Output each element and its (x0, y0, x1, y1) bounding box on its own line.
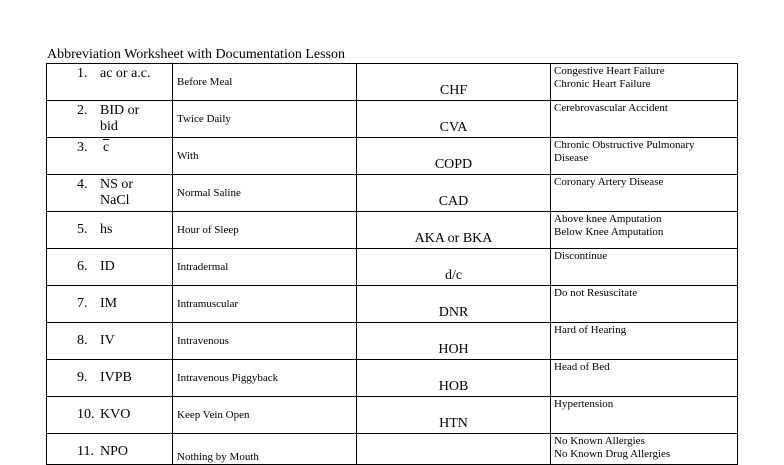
definition-text: Above knee Amputation Below Knee Amputation (554, 213, 664, 238)
table-row (47, 323, 738, 360)
second-abbreviation-cell (357, 175, 551, 212)
meaning-text: With (177, 149, 199, 162)
meaning-text: Intramuscular (177, 297, 239, 310)
abbreviation-text: KVO (100, 407, 131, 422)
meaning-cell (173, 138, 357, 175)
table-row (47, 64, 738, 101)
second-abbreviation-text: CVA (439, 120, 468, 135)
row-number: 5. (77, 222, 88, 237)
abbreviation-cell (47, 101, 173, 138)
second-abbreviation-text: CAD (438, 194, 469, 209)
meaning-cell (173, 323, 357, 360)
second-abbreviation-text: HOB (438, 379, 469, 394)
abbreviation-cell (47, 286, 173, 323)
row-number: 4. (77, 177, 88, 192)
definition-cell (551, 286, 738, 323)
second-abbreviation-text: HOH (438, 342, 469, 357)
meaning-text: Normal Saline (177, 186, 241, 199)
definition-cell (551, 138, 738, 175)
table-row (47, 138, 738, 175)
definition-text: Discontinue (554, 250, 608, 262)
meaning-text: Hour of Sleep (177, 223, 239, 236)
second-abbreviation-text: DNR (438, 305, 469, 320)
abbreviation-cell (47, 249, 173, 286)
row-number: 1. (77, 66, 88, 81)
definition-text: Do not Resuscitate (554, 287, 638, 299)
definition-text: Hypertension (554, 398, 614, 410)
second-abbreviation-cell (357, 360, 551, 397)
row-number: 10. (77, 407, 95, 422)
abbreviation-cell (47, 64, 173, 101)
table-row (47, 249, 738, 286)
definition-cell (551, 64, 738, 101)
definition-text: Congestive Heart Failure Chronic Heart Failure (554, 65, 665, 90)
second-abbreviation-text: COPD (434, 157, 473, 172)
meaning-cell (173, 175, 357, 212)
second-abbreviation-cell (357, 249, 551, 286)
meaning-cell (173, 101, 357, 138)
abbreviation-cell (47, 397, 173, 434)
second-abbreviation-cell (357, 212, 551, 249)
second-abbreviation-cell (357, 138, 551, 175)
abbreviation-text: IVPB (100, 370, 132, 385)
row-number: 8. (77, 333, 88, 348)
meaning-text: Before Meal (177, 75, 233, 88)
meaning-cell (173, 64, 357, 101)
meaning-cell (173, 434, 357, 465)
definition-cell (551, 397, 738, 434)
abbreviation-cell (47, 360, 173, 397)
second-abbreviation-cell (357, 64, 551, 101)
row-number: 3. (77, 140, 88, 155)
definition-cell (551, 360, 738, 397)
second-abbreviation-text: HTN (439, 416, 468, 431)
definition-text: Hard of Hearing (554, 324, 627, 336)
abbreviation-text: $\overline{c}$ (103, 140, 110, 155)
table-row (47, 101, 738, 138)
definition-text: Head of Bed (554, 361, 610, 373)
row-number: 2. (77, 103, 88, 118)
definition-cell (551, 434, 738, 465)
table-row (47, 434, 738, 465)
second-abbreviation-text: d/c (444, 268, 463, 283)
row-number: 9. (77, 370, 88, 385)
second-abbreviation-cell (357, 101, 551, 138)
meaning-cell (173, 286, 357, 323)
abbreviation-text: NPO (100, 444, 129, 459)
abbreviation-text: NS or NaCl (100, 177, 134, 208)
abbreviation-text: ac or a.c. (100, 66, 151, 81)
definition-text: Cerebrovascular Accident (554, 102, 668, 114)
row-number: 7. (77, 296, 88, 311)
definition-cell (551, 323, 738, 360)
table-row (47, 286, 738, 323)
meaning-text: Intravenous Piggyback (177, 371, 279, 384)
definition-text: Chronic Obstructive Pulmonary Disease (554, 139, 695, 164)
meaning-text: Intravenous (177, 334, 229, 347)
worksheet-title: Abbreviation Worksheet with Documentation Lesson (47, 47, 345, 62)
second-abbreviation-cell (357, 397, 551, 434)
meaning-cell (173, 397, 357, 434)
abbreviation-cell (47, 434, 173, 465)
abbreviation-text: hs (100, 222, 113, 237)
abbreviation-cell (47, 212, 173, 249)
abbreviation-text: ID (100, 259, 115, 274)
second-abbreviation-cell (357, 434, 551, 465)
table-row (47, 360, 738, 397)
abbreviation-cell (47, 323, 173, 360)
abbreviation-table (46, 63, 738, 465)
abbreviation-text: IM (100, 296, 118, 311)
definition-text: Coronary Artery Disease (554, 176, 664, 188)
table-row (47, 175, 738, 212)
second-abbreviation-cell (357, 323, 551, 360)
table-row (47, 397, 738, 434)
table-row (47, 212, 738, 249)
definition-text: No Known Allergies No Known Drug Allergies (554, 435, 671, 460)
second-abbreviation-cell (357, 286, 551, 323)
meaning-text: Intradermal (177, 260, 229, 273)
second-abbreviation-text: CHF (439, 83, 468, 98)
abbreviation-cell (47, 138, 173, 175)
meaning-text: Keep Vein Open (177, 408, 250, 421)
abbreviation-text: IV (100, 333, 115, 348)
second-abbreviation-text: AKA or BKA (414, 231, 493, 246)
row-number: 6. (77, 259, 88, 274)
meaning-text: Nothing by Mouth (177, 451, 259, 463)
meaning-cell (173, 249, 357, 286)
definition-cell (551, 101, 738, 138)
definition-cell (551, 212, 738, 249)
second-abbreviation-text (357, 463, 550, 464)
definition-cell (551, 175, 738, 212)
row-number: 11. (77, 444, 94, 459)
definition-cell (551, 249, 738, 286)
meaning-cell (173, 360, 357, 397)
meaning-cell (173, 212, 357, 249)
meaning-text: Twice Daily (177, 112, 231, 125)
abbreviation-cell (47, 175, 173, 212)
abbreviation-text: BID or bid (100, 103, 140, 134)
